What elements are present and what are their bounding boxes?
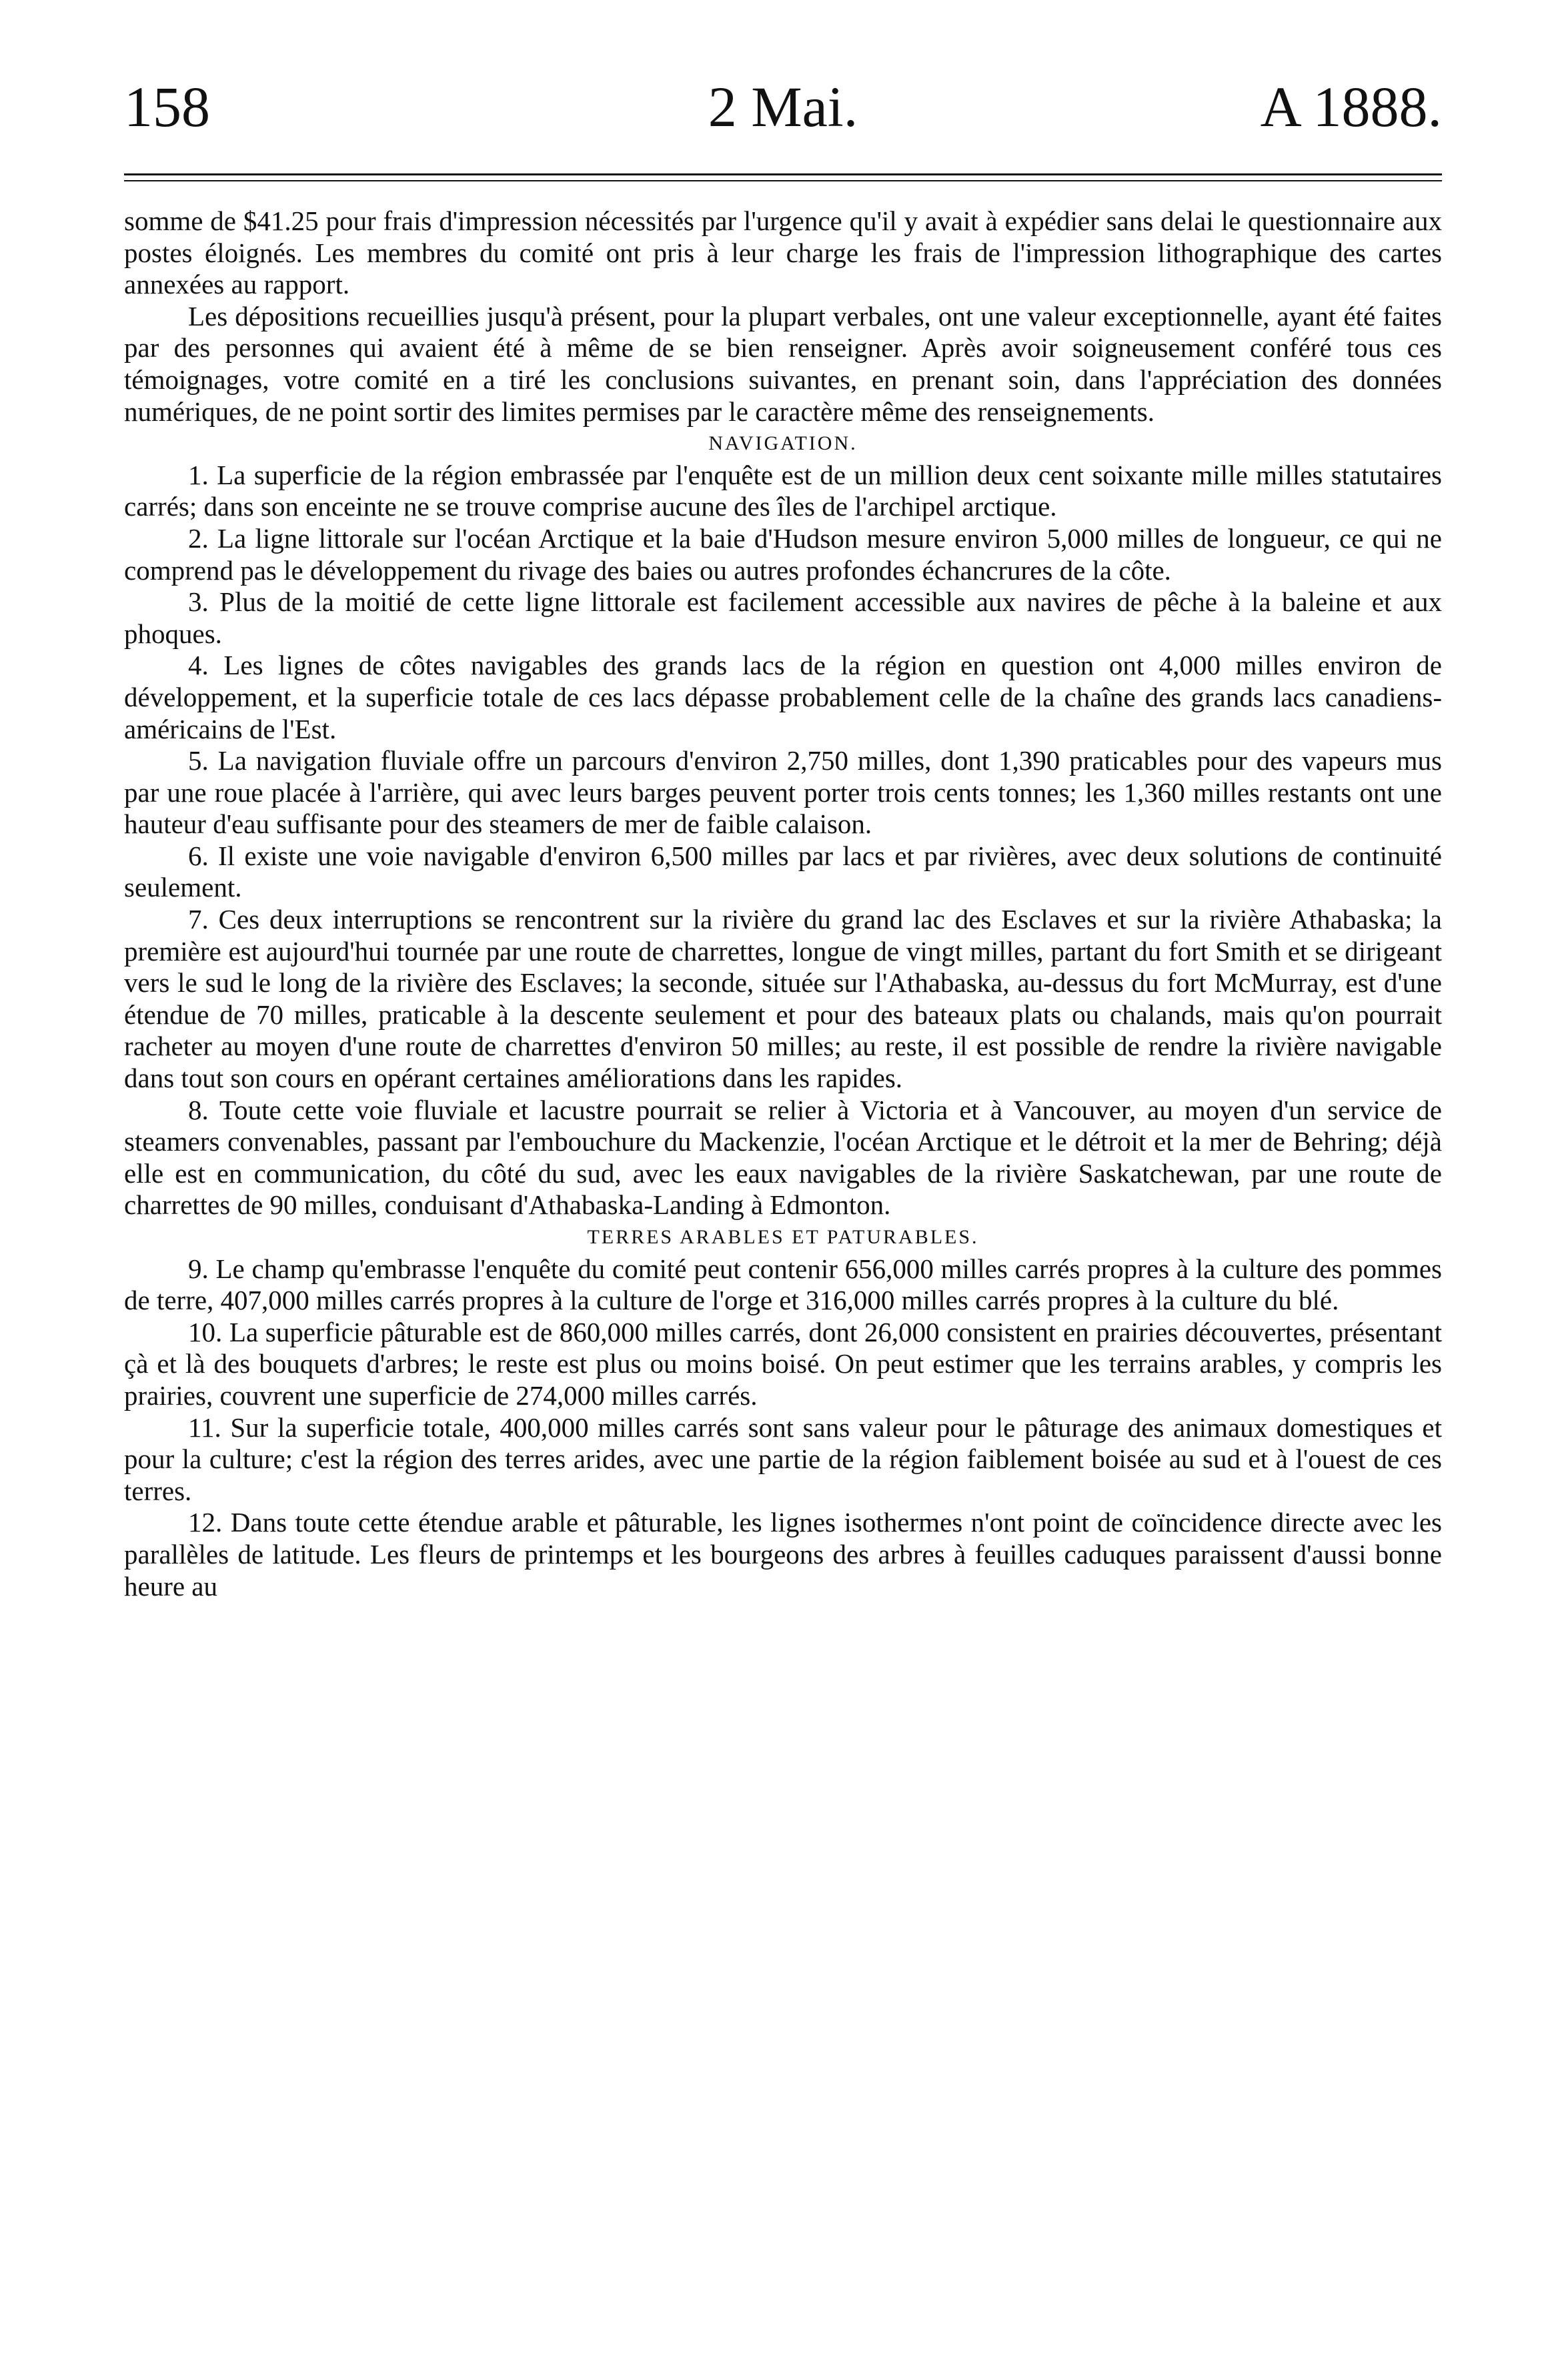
header-rule-thin bbox=[124, 180, 1442, 181]
paragraph-continuation: somme de $41.25 pour frais d'impression nécessités par l'urgence qu'il y avait à expédier sans delai le questionnaire aux postes éloignés. Les membres du comité ont pris à leur charge les frais de l'impression lithographique des cartes annexées au rapport. bbox=[124, 205, 1442, 300]
paragraph-item-9: 9. Le champ qu'embrasse l'enquête du comité peut contenir 656,000 milles carrés propres à la culture des pommes de terre, 407,000 milles carrés propres à la culture de l'orge et 316,000 milles carrés propres à la culture du blé. bbox=[124, 1253, 1442, 1316]
header-rule-thick bbox=[124, 173, 1442, 175]
paragraph-depositions: Les dépositions recueillies jusqu'à présent, pour la plupart verbales, ont une valeur exceptionnelle, ayant été faites par des personnes qui avaient été à même de se bien renseigner. Après avoir soigneusement conféré tous ces témoignages, votre comité en a tiré les conclusions suivantes, en prenant soin, dans l'appréciation des données numériques, de ne point sortir des limites permises par le caractère même des renseignements. bbox=[124, 300, 1442, 427]
paragraph-item-5: 5. La navigation fluviale offre un parcours d'environ 2,750 milles, dont 1,390 praticables pour des vapeurs mus par une roue placée à l'arrière, qui avec leurs barges peuvent porter trois cents tonnes; les 1,360 milles restants ont une hauteur d'eau suffisante pour des steamers de mer de faible calaison. bbox=[124, 745, 1442, 840]
paragraph-item-1: 1. La superficie de la région embrassée par l'enquête est de un million deux cent soixante mille milles statutaires carrés; dans son enceinte ne se trouve comprise aucune des îles de l'archipel arctique. bbox=[124, 459, 1442, 522]
paragraph-item-4: 4. Les lignes de côtes navigables des grands lacs de la région en question ont 4,000 milles environ de développement, et la superficie totale de ces lacs dépasse probablement celle de la chaîne des grands lacs canadiens-américains de l'Est. bbox=[124, 650, 1442, 744]
paragraph-item-11: 11. Sur la superficie totale, 400,000 milles carrés sont sans valeur pour le pâturage des animaux domestiques et pour la culture; c'est la région des terres arides, avec une partie de la région faiblement boisée au sud et à l'ouest de ces terres. bbox=[124, 1411, 1442, 1506]
section-heading-terres: TERRES ARABLES ET PATURABLES. bbox=[587, 1226, 979, 1248]
page-number: 158 bbox=[124, 75, 210, 139]
paragraph-item-3: 3. Plus de la moitié de cette ligne littorale est facilement accessible aux navires de pêche à la baleine et aux phoques. bbox=[124, 586, 1442, 649]
paragraph-item-12: 12. Dans toute cette étendue arable et pâturable, les lignes isothermes n'ont point de coïncidence directe avec les parallèles de latitude. Les fleurs de printemps et les bourgeons des arbres à feuilles caduques paraissent d'aussi bonne heure au bbox=[124, 1507, 1442, 1602]
running-head bbox=[124, 67, 1442, 147]
paragraph-item-8: 8. Toute cette voie fluviale et lacustre pourrait se relier à Victoria et à Vancouver, au moyen d'un service de steamers convenables, passant par l'embouchure du Mackenzie, l'océan Arctique et le détroit et la mer de Behring; déjà elle est en communication, du côté du sud, avec les eaux navigables de la rivière Saskatchewan, par une route de charrettes de 90 milles, conduisant d'Athabaska-Landing à Edmonton. bbox=[124, 1094, 1442, 1221]
body-text bbox=[124, 205, 1442, 1602]
paragraph-item-6: 6. Il existe une voie navigable d'environ 6,500 milles par lacs et par rivières, avec deux solutions de continuité seulement. bbox=[124, 840, 1442, 903]
running-head-year: A 1888. bbox=[1260, 75, 1442, 139]
paragraph-item-2: 2. La ligne littorale sur l'océan Arctique et la baie d'Hudson mesure environ 5,000 milles de longueur, ce qui ne comprend pas le développement du rivage des baies ou autres profondes échancrures de la côte. bbox=[124, 522, 1442, 586]
paragraph-item-7: 7. Ces deux interruptions se rencontrent sur la rivière du grand lac des Esclaves et sur la rivière Athabaska; la première est aujourd'hui tournée par une route de charrettes, longue de vingt milles, partant du fort Smith et se dirigeant vers le sud le long de la rivière des Esclaves; la seconde, située sur l'Athabaska, au-dessus du fort McMurray, est d'une étendue de 70 milles, praticable à la descente seulement et pour des bateaux plats ou chalands, mais qu'on pourrait racheter au moyen d'une route de charrettes d'environ 50 milles; au reste, il est possible de rendre la rivière navigable dans tout son cours en opérant certaines améliorations dans les rapides. bbox=[124, 904, 1442, 1094]
paragraph-item-10: 10. La superficie pâturable est de 860,000 milles carrés, dont 26,000 consistent en prairies découvertes, présentant çà et là des bouquets d'arbres; le reste est plus ou moins boisé. On peut estimer que les terrains arables, y compris les prairies, couvrent une superficie de 274,000 milles carrés. bbox=[124, 1316, 1442, 1411]
running-head-date: 2 Mai. bbox=[708, 75, 858, 139]
section-heading-navigation: NAVIGATION. bbox=[708, 432, 858, 455]
